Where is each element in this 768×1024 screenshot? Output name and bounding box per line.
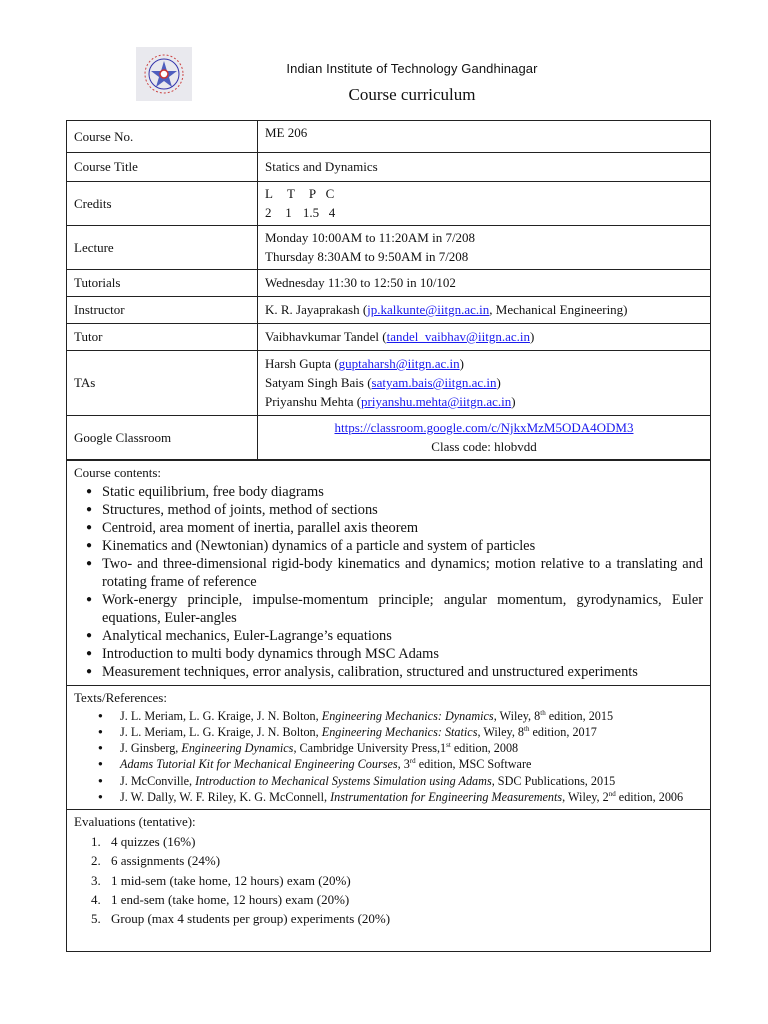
course-contents-heading: Course contents: (74, 464, 162, 480)
list-item: ● Structures, method of joints, method of sections (74, 501, 703, 519)
list-item: ● Analytical mechanics, Euler-Lagrange’s equations (74, 627, 703, 645)
course-contents-list (74, 483, 703, 681)
value-tutor: Vaibhavkumar Tandel (tandel_vaibhav@iitgn.ac.in) (258, 323, 711, 350)
list-item: 2. 6 assignments (24%) (91, 853, 221, 869)
row-credits (67, 181, 710, 225)
list-item: 5. Group (max 4 students per group) experiments (20%) (91, 911, 391, 927)
list-item: ● Kinematics and (Newtonian) dynamics of a particle and system of particles (74, 537, 703, 555)
row-tas (67, 350, 710, 415)
list-item: ● J. McConville, Introduction to Mechanical Systems Simulation using Adams, SDC Publications, 2015 (74, 773, 703, 789)
curriculum-frame (66, 120, 711, 952)
ta-entry: Priyanshu Mehta (priyanshu.mehta@iitgn.ac.in) (265, 394, 516, 409)
row-course-title (67, 152, 710, 181)
value-instructor: K. R. Jayaprakash (jp.kalkunte@iitgn.ac.in, Mechanical Engineering) (258, 296, 711, 323)
row-google-classroom (67, 415, 710, 459)
list-item: ● Work-energy principle, impulse-momentum principle; angular momentum, gyrodynamics, Euler equations, Euler-angles (74, 591, 703, 627)
page-title: Course curriculum (348, 85, 476, 104)
label-credits: Credits (67, 181, 258, 225)
list-item: ● J. L. Meriam, L. G. Kraige, J. N. Bolton, Engineering Mechanics: Statics, Wiley, 8th edition, 2017 (74, 724, 703, 740)
value-google-classroom (258, 415, 711, 459)
course-contents (67, 460, 710, 685)
label-lecture: Lecture (67, 225, 258, 269)
value-course-no: ME 206 (258, 121, 711, 152)
value-lecture: Monday 10:00AM to 11:20AM in 7/208 Thursday 8:30AM to 9:50AM in 7/208 (258, 225, 711, 269)
label-tutorials: Tutorials (67, 269, 258, 296)
list-item: ● J. W. Dally, W. F. Riley, K. G. McConnell, Instrumentation for Engineering Measurements, Wiley, 2nd edition, 2006 (74, 789, 703, 805)
list-item: ● Measurement techniques, error analysis, calibration, structured and unstructured experiments (74, 663, 703, 681)
credits-headers: L T P C (265, 186, 335, 201)
list-item: 4. 1 end-sem (take home, 12 hours) exam (20%) (91, 891, 350, 907)
value-course-title: Statics and Dynamics (258, 152, 711, 181)
value-credits (258, 181, 711, 225)
evaluations-heading: Evaluations (tentative): (74, 814, 196, 830)
ta-email-link[interactable]: guptaharsh@iitgn.ac.in (338, 356, 460, 371)
list-item: 1. 4 quizzes (16%) (91, 834, 196, 850)
list-item: ● Introduction to multi body dynamics through MSC Adams (74, 645, 703, 663)
row-tutor (67, 323, 710, 350)
row-course-no (67, 121, 710, 152)
list-item: ● Static equilibrium, free body diagrams (74, 483, 703, 501)
list-item: ● Centroid, area moment of inertia, parallel axis theorem (74, 519, 703, 537)
row-lecture (67, 225, 710, 269)
tutor-email-link[interactable]: tandel_vaibhav@iitgn.ac.in (386, 329, 530, 344)
label-course-title: Course Title (67, 152, 258, 181)
course-info-table (67, 121, 710, 460)
instructor-email-link[interactable]: jp.kalkunte@iitgn.ac.in (367, 302, 490, 317)
references-heading: Texts/References: (74, 689, 167, 705)
ta-email-link[interactable]: satyam.bais@iitgn.ac.in (371, 375, 497, 390)
references-list (74, 708, 703, 806)
value-tas (258, 350, 711, 415)
label-instructor: Instructor (67, 296, 258, 323)
texts-references (67, 685, 710, 810)
ta-entry: Satyam Singh Bais (satyam.bais@iitgn.ac.in) (265, 375, 501, 390)
list-item: ● Two- and three-dimensional rigid-body kinematics and dynamics; motion relative to a translating and rotating frame of reference (74, 555, 703, 591)
ta-entry: Harsh Gupta (guptaharsh@iitgn.ac.in) (265, 356, 464, 371)
credits-values: 2 1 1.5 4 (265, 205, 336, 220)
label-google-classroom: Google Classroom (67, 415, 258, 459)
value-tutorials: Wednesday 11:30 to 12:50 in 10/102 (258, 269, 711, 296)
evaluations-list (74, 832, 703, 928)
list-item: ● J. Ginsberg, Engineering Dynamics, Cambridge University Press,1st edition, 2008 (74, 740, 703, 756)
label-tas: TAs (67, 350, 258, 415)
ta-email-link[interactable]: priyanshu.mehta@iitgn.ac.in (361, 394, 512, 409)
row-instructor (67, 296, 710, 323)
classroom-link[interactable]: https://classroom.google.com/c/NjkxMzM5ODA4ODM3 (334, 420, 634, 435)
evaluations (67, 809, 710, 932)
label-course-no: Course No. (67, 121, 258, 152)
list-item: ● Adams Tutorial Kit for Mechanical Engineering Courses, 3rd edition, MSC Software (74, 756, 703, 772)
institute-name: Indian Institute of Technology Gandhinagar (286, 61, 538, 76)
list-item: ● J. L. Meriam, L. G. Kraige, J. N. Bolton, Engineering Mechanics: Dynamics, Wiley, 8th edition, 2015 (74, 708, 703, 724)
label-tutor: Tutor (67, 323, 258, 350)
list-item: 3. 1 mid-sem (take home, 12 hours) exam (20%) (91, 872, 351, 888)
row-tutorials (67, 269, 710, 296)
class-code: Class code: hlobvdd (431, 439, 537, 454)
